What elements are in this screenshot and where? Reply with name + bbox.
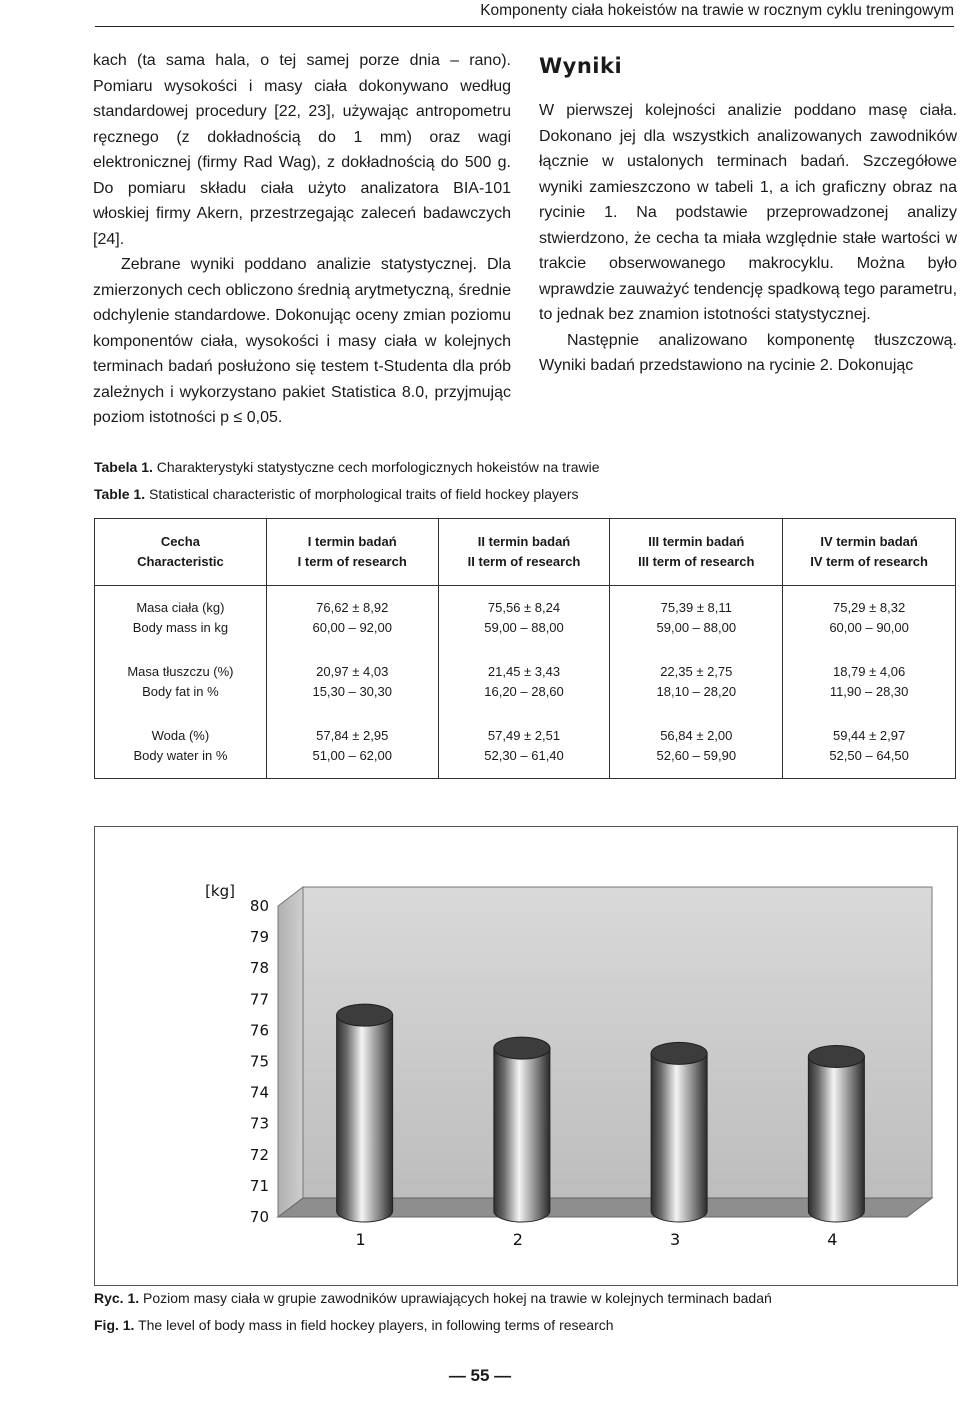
chart-side-wall xyxy=(278,887,303,1217)
table-cell: 75,29 ± 8,32 60,00 – 90,00 xyxy=(783,586,956,651)
figure-caption-pl xyxy=(94,1289,772,1307)
section-heading-results: Wyniki xyxy=(539,54,623,78)
y-tick-label: 80 xyxy=(249,897,269,915)
running-title: Komponenty ciała hokeistów na trawie w rocznym cyklu treningowym xyxy=(480,2,954,19)
left-column xyxy=(93,48,511,431)
table-caption-en xyxy=(94,485,579,503)
bar-cylinder-top-1 xyxy=(337,1004,393,1026)
x-tick-label: 1 xyxy=(355,1230,366,1249)
bar-cylinder-1 xyxy=(337,1015,393,1222)
header-cell: IV termin badań IV term of research xyxy=(783,519,956,586)
right-column xyxy=(539,48,957,379)
y-tick-label: 76 xyxy=(249,1021,269,1040)
y-tick-label: 77 xyxy=(249,990,269,1009)
table-cell: Masa tłuszczu (%) Body fat in % xyxy=(95,650,267,714)
body-mass-chart xyxy=(95,827,957,1285)
table-row xyxy=(95,650,956,714)
bar-cylinder-4 xyxy=(808,1056,864,1222)
page-number: — 55 — xyxy=(448,1366,512,1385)
figure-caption-pl-label: Ryc. 1. xyxy=(94,1290,140,1306)
header-cell: III termin badań III term of research xyxy=(610,519,783,586)
y-axis-unit-label: [kg] xyxy=(205,882,235,900)
table-cell: 18,79 ± 4,06 11,90 – 28,30 xyxy=(783,650,956,714)
left-paragraph-2: Zebrane wyniki poddano analizie statystycznej. Dla zmierzonych cech obliczono średnią arytmetyczną, średnie odchylenie standardowe. Dokonując oceny zmian poziomu komponentów ciała, wysokości i masy ciała w kolejnych terminach badań posłużono się testem t-Studenta dla prób zależnych i wykorzystano pakiet Statistica 8.0, przyjmując poziom istotności p ≤ 0,05. xyxy=(93,256,511,426)
bar-cylinder-top-3 xyxy=(651,1042,707,1064)
y-tick-label: 78 xyxy=(249,959,269,978)
header-cell: Cecha Characteristic xyxy=(95,519,267,586)
y-tick-label: 75 xyxy=(249,1052,269,1071)
bar-cylinder-3 xyxy=(651,1053,707,1222)
table-cell: 75,39 ± 8,11 59,00 – 88,00 xyxy=(610,586,783,651)
x-tick-label: 3 xyxy=(670,1230,681,1249)
table-cell: 21,45 ± 3,43 16,20 – 28,60 xyxy=(438,650,610,714)
right-paragraph-1: W pierwszej kolejności analizie poddano masę ciała. Dokonano jej dla wszystkich analizowanych zawodników łącznie w ustalonych terminach badań. Szczegółowe wyniki zamieszczono w tabeli 1, a ich graficzny obraz na rycinie 1. Na podstawie przeprowadzonej analizy stwierdzono, że cecha ta miała względnie stałe wartości w trakcie obserwowanego makrocyklu. Można było wprawdzie zauważyć tendencję spadkową tego parametru, to jednak bez znamion istotności statystycznej. xyxy=(539,102,958,323)
y-tick-label: 70 xyxy=(249,1208,269,1226)
table-cell: 56,84 ± 2,00 52,60 – 59,90 xyxy=(610,714,783,779)
figure-caption-en-label: Fig. 1. xyxy=(94,1317,135,1333)
table-cell: 20,97 ± 4,03 15,30 – 30,30 xyxy=(266,650,438,714)
table-caption-pl-text: Charakterystyki statystyczne cech morfologicznych hokeistów na trawie xyxy=(156,459,600,475)
figure-caption-pl-text: Poziom masy ciała w grupie zawodników uprawiających hokej na trawie w kolejnych terminach badań xyxy=(143,1290,772,1306)
running-head xyxy=(95,0,954,27)
table-cell: 75,56 ± 8,24 59,00 – 88,00 xyxy=(438,586,610,651)
y-tick-label: 73 xyxy=(249,1114,269,1133)
table-header-row xyxy=(95,519,956,586)
statistics-table xyxy=(94,518,956,779)
table-cell: 57,84 ± 2,95 51,00 – 62,00 xyxy=(266,714,438,779)
table-cell: 22,35 ± 2,75 18,10 – 28,20 xyxy=(610,650,783,714)
table-caption-en-label: Table 1. xyxy=(94,486,146,502)
table-row xyxy=(95,586,956,651)
table-cell: 59,44 ± 2,97 52,50 – 64,50 xyxy=(783,714,956,779)
table-caption-en-text: Statistical characteristic of morphological traits of field hockey players xyxy=(148,486,579,502)
left-paragraph-1: kach (ta sama hala, o tej samej porze dnia – rano). Pomiaru wysokości i masy ciała dokonywano według standardowej procedury [22, 23], używając antropometru ręcznego (z dokładnością do 1 mm) oraz wagi elektronicznej (firmy Rad Wag), z dokładnością do 500 g. Do pomiaru składu ciała użyto analizatora BIA-101 włoskiej firmy Akern, przestrzegając zaleceń badawczych [24]. xyxy=(93,52,511,248)
bar-cylinder-top-2 xyxy=(494,1037,550,1059)
header-cell: I termin badań I term of research xyxy=(266,519,438,586)
table-caption-pl-label: Tabela 1. xyxy=(94,459,153,475)
table-cell: 57,49 ± 2,51 52,30 – 61,40 xyxy=(438,714,610,779)
table-caption-pl xyxy=(94,458,600,476)
bar-cylinder-top-4 xyxy=(808,1045,864,1067)
y-tick-label: 79 xyxy=(249,928,269,947)
x-tick-label: 4 xyxy=(827,1230,838,1249)
y-tick-label: 72 xyxy=(249,1145,269,1164)
y-tick-label: 71 xyxy=(249,1176,269,1195)
table-row xyxy=(95,714,956,779)
figure-caption-en-text: The level of body mass in field hockey players, in following terms of research xyxy=(138,1317,614,1333)
x-tick-label: 2 xyxy=(512,1230,523,1249)
header-cell: II termin badań II term of research xyxy=(438,519,610,586)
table-cell: 76,62 ± 8,92 60,00 – 92,00 xyxy=(266,586,438,651)
table-cell: Masa ciała (kg) Body mass in kg xyxy=(95,586,267,651)
bar-cylinder-2 xyxy=(494,1048,550,1222)
right-paragraph-2: Następnie analizowano komponentę tłuszczową. Wyniki badań przedstawiono na rycinie 2. Dokonując xyxy=(539,331,957,374)
table-cell: Woda (%) Body water in % xyxy=(95,714,267,779)
figure-caption-en xyxy=(94,1316,614,1334)
figure-frame xyxy=(94,826,958,1286)
y-tick-label: 74 xyxy=(249,1083,269,1102)
